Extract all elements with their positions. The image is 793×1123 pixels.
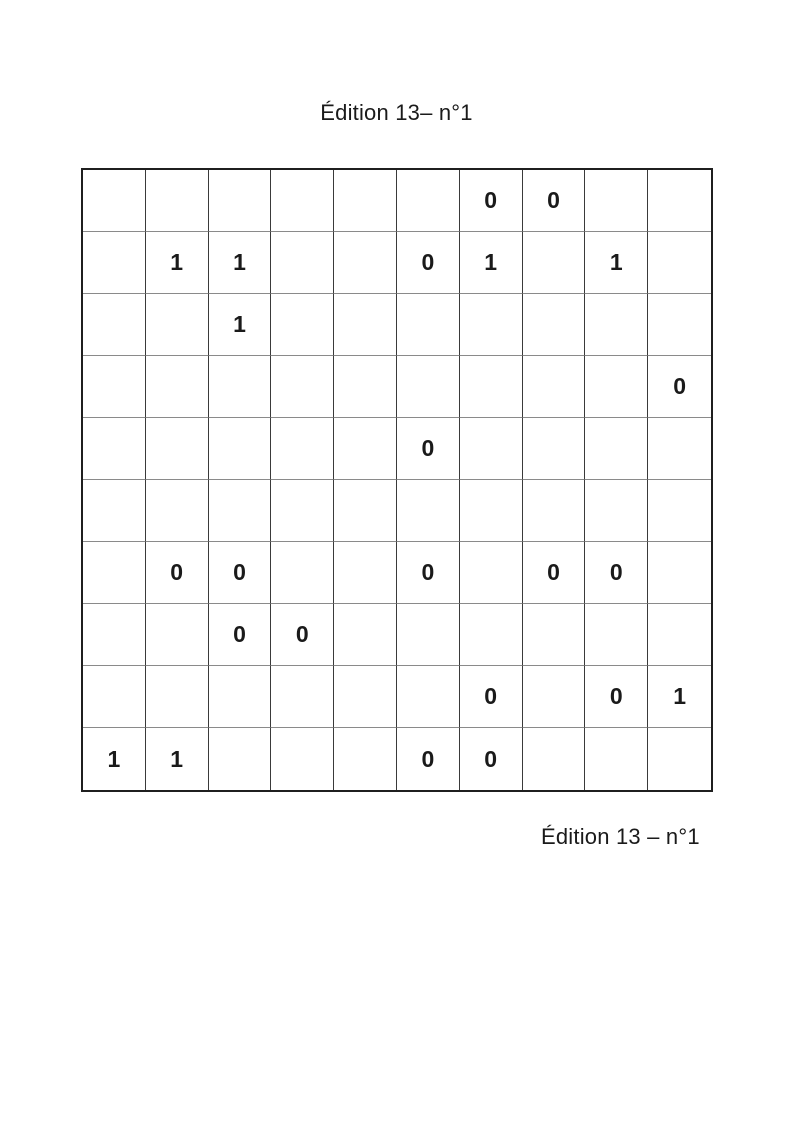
grid-cell-r2c3: 1: [209, 232, 272, 294]
grid-cell-r7c1: [83, 542, 146, 604]
grid-cell-r4c7: [460, 356, 523, 418]
grid-cell-r3c5: [334, 294, 397, 356]
grid-cell-r8c4: 0: [271, 604, 334, 666]
grid-cell-r4c6: [397, 356, 460, 418]
grid-cell-r9c9: 0: [585, 666, 648, 728]
grid-cell-r9c1: [83, 666, 146, 728]
grid-cell-r4c1: [83, 356, 146, 418]
grid-cell-r4c3: [209, 356, 272, 418]
grid-cell-r9c5: [334, 666, 397, 728]
grid-cell-r2c4: [271, 232, 334, 294]
grid-cell-r3c7: [460, 294, 523, 356]
grid-cell-r10c10: [648, 728, 711, 790]
grid-cell-r9c4: [271, 666, 334, 728]
grid-cell-r5c4: [271, 418, 334, 480]
grid-cell-r6c4: [271, 480, 334, 542]
grid-cell-r1c9: [585, 170, 648, 232]
grid-cell-r6c2: [146, 480, 209, 542]
grid-cell-r8c9: [585, 604, 648, 666]
grid-cell-r5c1: [83, 418, 146, 480]
grid-cell-r9c2: [146, 666, 209, 728]
grid-cell-r6c9: [585, 480, 648, 542]
grid-cell-r3c6: [397, 294, 460, 356]
grid-cell-r7c4: [271, 542, 334, 604]
grid-cell-r5c6: 0: [397, 418, 460, 480]
grid-cell-r10c4: [271, 728, 334, 790]
grid-cell-r5c9: [585, 418, 648, 480]
grid-cell-r1c3: [209, 170, 272, 232]
grid-cell-r10c3: [209, 728, 272, 790]
grid-cell-r10c8: [523, 728, 586, 790]
grid-cell-r3c4: [271, 294, 334, 356]
grid-cell-r1c5: [334, 170, 397, 232]
grid-cell-r9c8: [523, 666, 586, 728]
grid-cell-r10c2: 1: [146, 728, 209, 790]
grid-cell-r10c6: 0: [397, 728, 460, 790]
grid-cell-r1c2: [146, 170, 209, 232]
grid-cell-r9c7: 0: [460, 666, 523, 728]
grid-cell-r7c7: [460, 542, 523, 604]
grid-cell-r6c7: [460, 480, 523, 542]
grid-cell-r2c5: [334, 232, 397, 294]
grid-cell-r5c3: [209, 418, 272, 480]
grid-cell-r8c5: [334, 604, 397, 666]
grid-cell-r1c7: 0: [460, 170, 523, 232]
grid-cell-r3c9: [585, 294, 648, 356]
grid-cell-r5c2: [146, 418, 209, 480]
grid-cell-r9c6: [397, 666, 460, 728]
grid-cell-r2c10: [648, 232, 711, 294]
grid-cell-r3c3: 1: [209, 294, 272, 356]
grid-cell-r2c6: 0: [397, 232, 460, 294]
grid-cell-r7c3: 0: [209, 542, 272, 604]
grid-cell-r2c8: [523, 232, 586, 294]
grid-cell-r10c7: 0: [460, 728, 523, 790]
grid-cell-r8c10: [648, 604, 711, 666]
grid-cell-r3c2: [146, 294, 209, 356]
footer-caption: Édition 13 – n°1: [541, 824, 700, 849]
grid-cell-r1c10: [648, 170, 711, 232]
grid-cell-r8c8: [523, 604, 586, 666]
grid-cell-r6c1: [83, 480, 146, 542]
grid-cell-r5c5: [334, 418, 397, 480]
grid-cell-r5c8: [523, 418, 586, 480]
grid-cell-r8c1: [83, 604, 146, 666]
grid-cell-r3c10: [648, 294, 711, 356]
grid-cell-r4c8: [523, 356, 586, 418]
grid-cell-r6c10: [648, 480, 711, 542]
grid-cell-r10c9: [585, 728, 648, 790]
grid-cell-r6c6: [397, 480, 460, 542]
grid-cell-r2c1: [83, 232, 146, 294]
grid-cell-r10c5: [334, 728, 397, 790]
grid-cell-r5c10: [648, 418, 711, 480]
grid-cell-r1c1: [83, 170, 146, 232]
grid-cell-r7c9: 0: [585, 542, 648, 604]
grid-cell-r2c2: 1: [146, 232, 209, 294]
puzzle-grid: [81, 168, 713, 792]
grid-cell-r7c6: 0: [397, 542, 460, 604]
grid-cell-r7c5: [334, 542, 397, 604]
grid-cell-r4c2: [146, 356, 209, 418]
grid-cell-r2c7: 1: [460, 232, 523, 294]
grid-cell-r7c8: 0: [523, 542, 586, 604]
grid-cell-r4c9: [585, 356, 648, 418]
grid-cell-r1c6: [397, 170, 460, 232]
grid-cell-r6c3: [209, 480, 272, 542]
grid-cell-r7c2: 0: [146, 542, 209, 604]
grid-cell-r2c9: 1: [585, 232, 648, 294]
grid-cell-r3c8: [523, 294, 586, 356]
grid-cell-r7c10: [648, 542, 711, 604]
grid-cell-r6c8: [523, 480, 586, 542]
grid-cell-r8c3: 0: [209, 604, 272, 666]
grid-cell-r10c1: 1: [83, 728, 146, 790]
grid-cell-r5c7: [460, 418, 523, 480]
grid-cell-r9c3: [209, 666, 272, 728]
grid-cell-r1c8: 0: [523, 170, 586, 232]
grid-cell-r6c5: [334, 480, 397, 542]
grid-cell-r9c10: 1: [648, 666, 711, 728]
grid-cell-r8c7: [460, 604, 523, 666]
page-title: Édition 13– n°1: [320, 100, 473, 125]
grid-cell-r4c5: [334, 356, 397, 418]
grid-cell-r8c2: [146, 604, 209, 666]
grid-cell-r8c6: [397, 604, 460, 666]
grid-cell-r3c1: [83, 294, 146, 356]
grid-cell-r4c10: 0: [648, 356, 711, 418]
grid-cell-r4c4: [271, 356, 334, 418]
grid-cell-r1c4: [271, 170, 334, 232]
